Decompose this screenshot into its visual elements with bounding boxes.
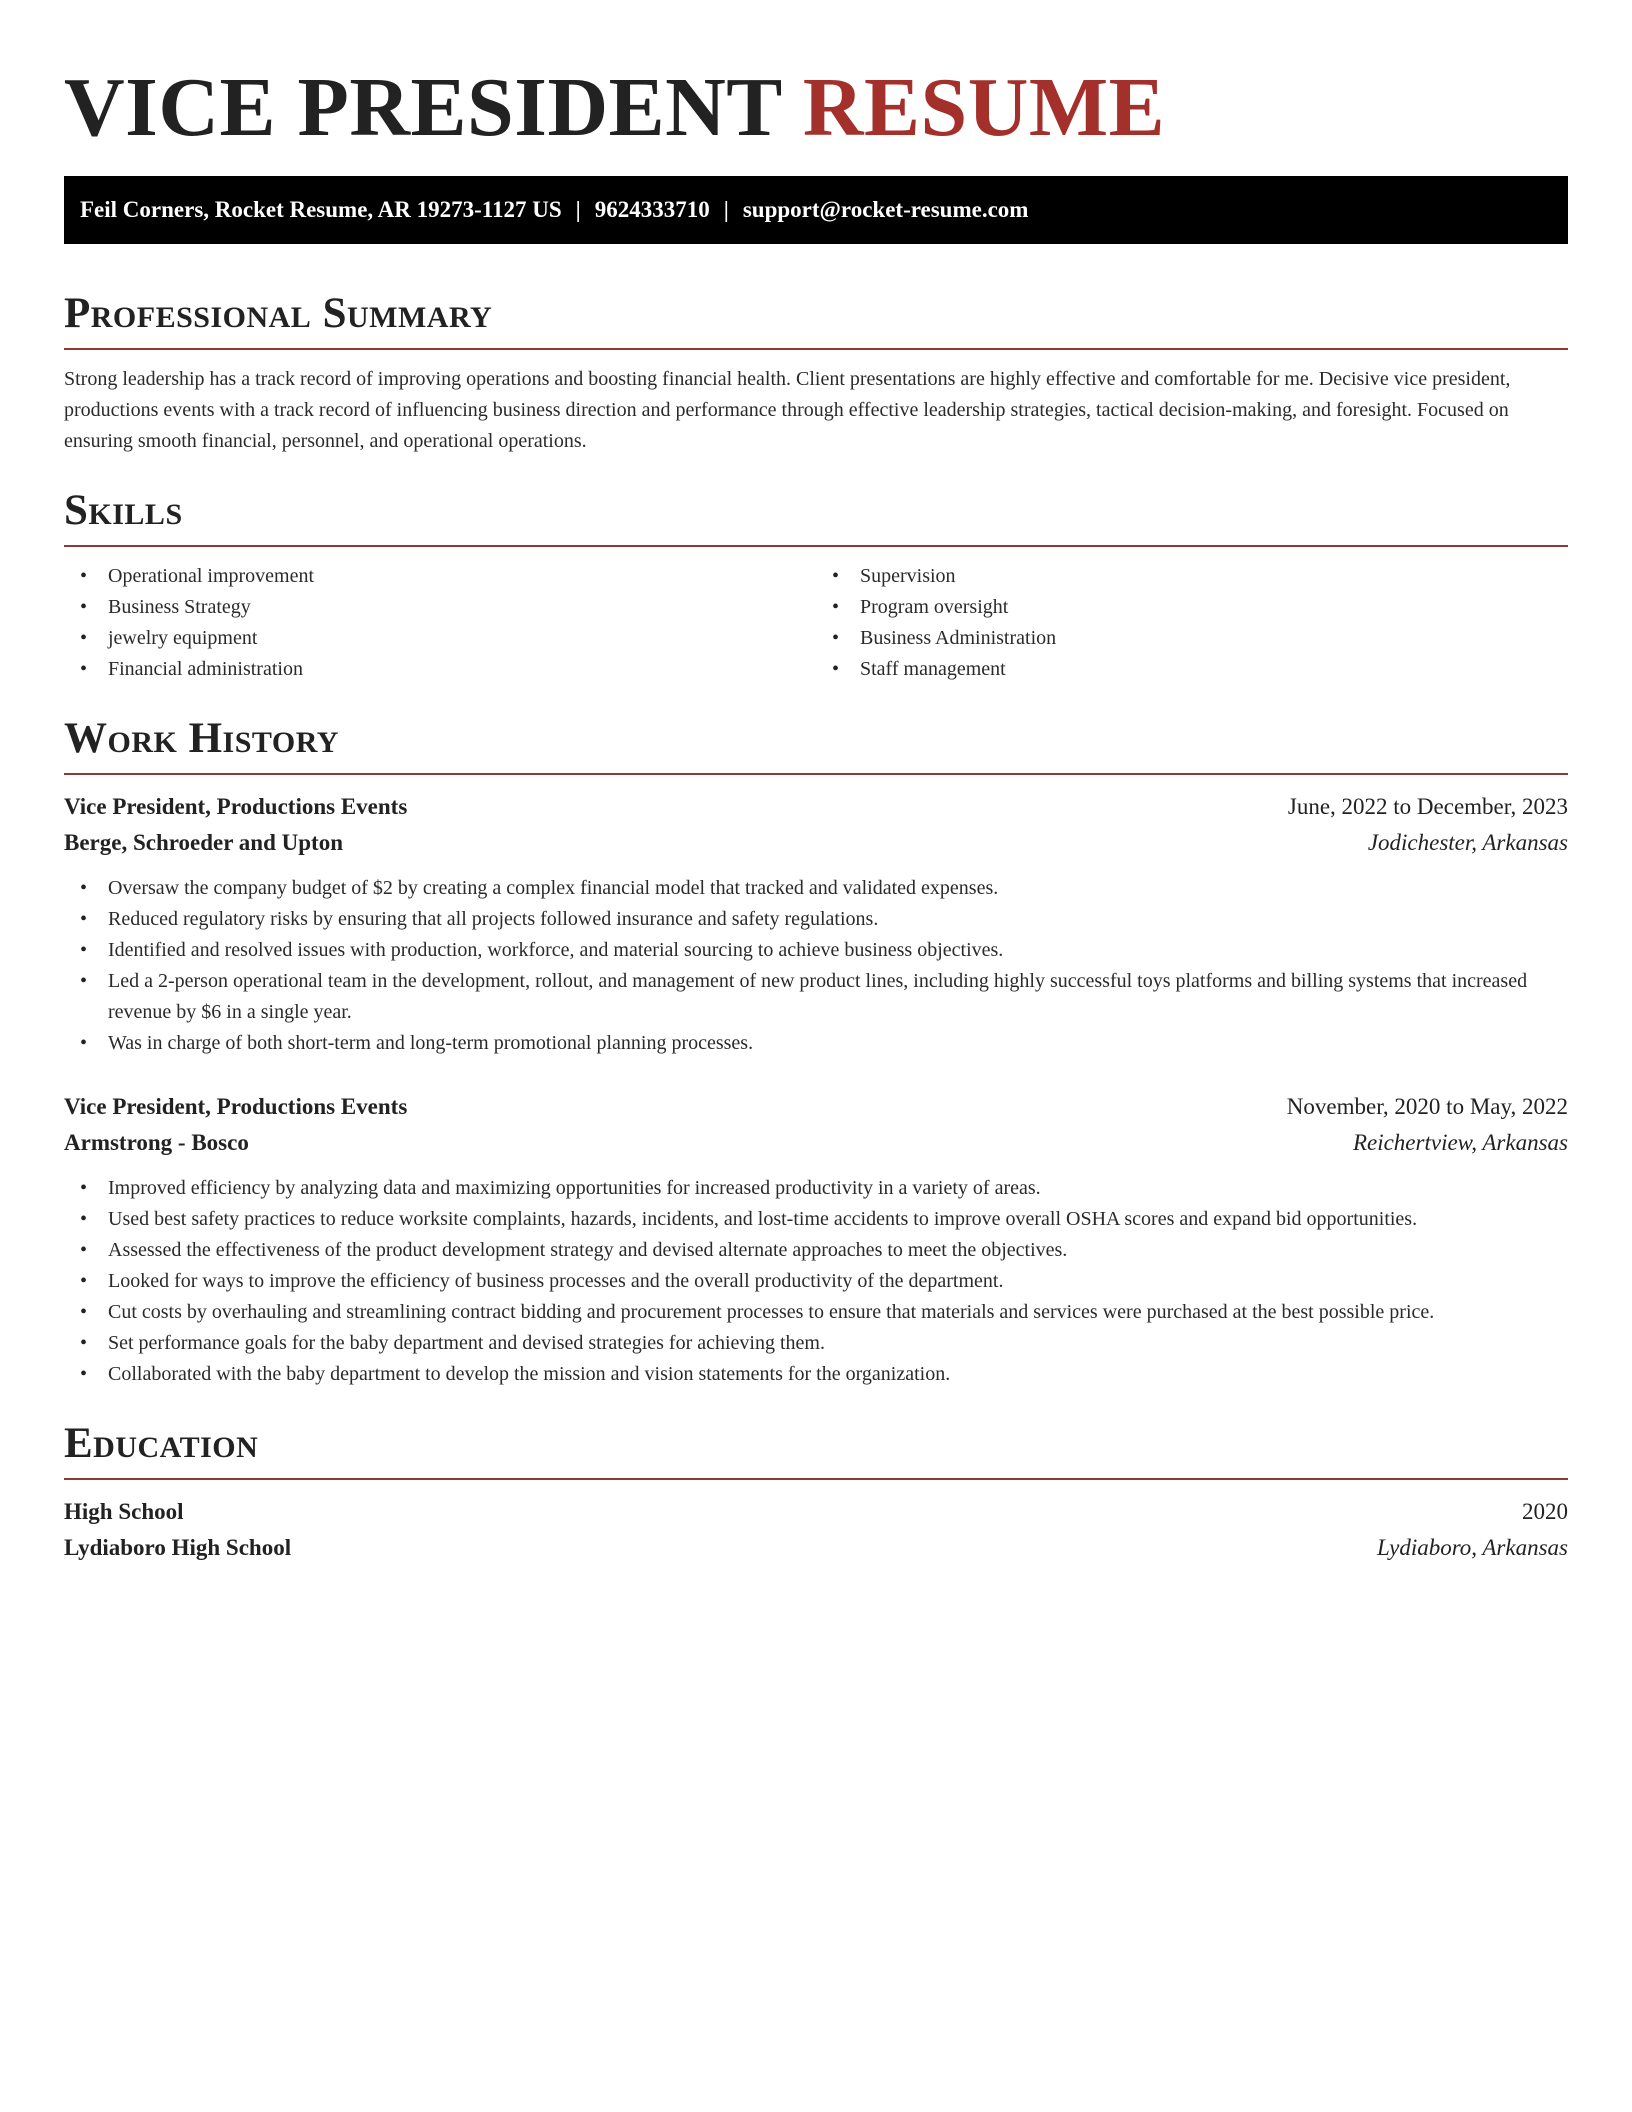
title-main: VICE PRESIDENT: [64, 61, 782, 154]
job-location: Reichertview, Arkansas: [1352, 1130, 1568, 1155]
education-school-row: [64, 1530, 1568, 1566]
job-entry: [64, 789, 1568, 1059]
resume-page: [64, 0, 1568, 1566]
skills-list-left: [64, 561, 816, 685]
skill-item: • Business Administration: [816, 623, 1568, 654]
list-item: • Improved efficiency by analyzing data and maximizing opportunities for increased productivity in a variety of areas.: [64, 1173, 1568, 1204]
section-heading: Skills: [64, 487, 183, 534]
contact-separator: |: [575, 197, 581, 222]
list-item: • Looked for ways to improve the efficiency of business processes and the overall productivity of the department.: [64, 1266, 1568, 1297]
job-title: Vice President, Productions Events: [64, 794, 408, 819]
education-row: [64, 1494, 1568, 1530]
work-history-section: [64, 713, 1568, 1390]
contact-phone: 9624333710: [594, 197, 710, 222]
skill-item: • Business Strategy: [64, 592, 816, 623]
job-header-row: [64, 1089, 1568, 1125]
list-item: • Set performance goals for the baby department and devised strategies for achieving them.: [64, 1328, 1568, 1359]
section-heading: Education: [64, 1420, 259, 1467]
summary-section: [64, 288, 1568, 457]
contact-email: support@rocket-resume.com: [742, 197, 1029, 222]
section-divider: [64, 348, 1568, 350]
education-entry: [64, 1494, 1568, 1566]
job-duties: [64, 873, 1568, 1059]
job-employer: Armstrong - Bosco: [64, 1130, 249, 1155]
page-title: [64, 0, 1568, 160]
skills-columns: [64, 561, 1568, 685]
list-item: • Identified and resolved issues with production, workforce, and material sourcing to achieve business objectives.: [64, 935, 1568, 966]
job-header-row: [64, 789, 1568, 825]
skill-item: • Operational improvement: [64, 561, 816, 592]
job-dates: June, 2022 to December, 2023: [1287, 794, 1568, 819]
contact-bar: [64, 176, 1568, 244]
section-heading: Work History: [64, 715, 339, 762]
title-accent: RESUME: [802, 61, 1166, 154]
list-item: • Oversaw the company budget of $2 by creating a complex financial model that tracked and validated expenses.: [64, 873, 1568, 904]
education-school: Lydiaboro High School: [64, 1535, 292, 1560]
education-section: [64, 1418, 1568, 1566]
education-location: Lydiaboro, Arkansas: [1377, 1535, 1568, 1560]
job-employer-row: [64, 825, 1568, 861]
list-item: • Used best safety practices to reduce worksite complaints, hazards, incidents, and lost-time accidents to improve overall OSHA scores and expand bid opportunities.: [64, 1204, 1568, 1235]
skill-item: • Financial administration: [64, 654, 816, 685]
job-dates: November, 2020 to May, 2022: [1286, 1094, 1568, 1119]
skill-item: • Staff management: [816, 654, 1568, 685]
section-divider: [64, 545, 1568, 547]
skills-list-right: [816, 561, 1568, 685]
job-employer: Berge, Schroeder and Upton: [64, 830, 343, 855]
list-item: • Collaborated with the baby department to develop the mission and vision statements for the organization.: [64, 1359, 1568, 1390]
list-item: • Was in charge of both short-term and long-term promotional planning processes.: [64, 1028, 1568, 1059]
job-employer-row: [64, 1125, 1568, 1161]
section-divider: [64, 1478, 1568, 1480]
skill-item: • Program oversight: [816, 592, 1568, 623]
list-item: • Led a 2-person operational team in the development, rollout, and management of new product lines, including highly successful toys platforms and billing systems that increased revenue by $6 in a single year.: [64, 966, 1568, 1028]
contact-address: Feil Corners, Rocket Resume, AR 19273-1127 US: [80, 197, 562, 222]
job-duties: [64, 1173, 1568, 1390]
section-divider: [64, 773, 1568, 775]
education-year: 2020: [1522, 1499, 1568, 1524]
section-heading: Professional Summary: [64, 290, 493, 337]
contact-separator: |: [723, 197, 729, 222]
list-item: • Reduced regulatory risks by ensuring that all projects followed insurance and safety regulations.: [64, 904, 1568, 935]
job-title: Vice President, Productions Events: [64, 1094, 408, 1119]
list-item: • Assessed the effectiveness of the product development strategy and devised alternate approaches to meet the objectives.: [64, 1235, 1568, 1266]
list-item: • Cut costs by overhauling and streamlining contract bidding and procurement processes to ensure that materials and services were purchased at the best possible price.: [64, 1297, 1568, 1328]
summary-text: Strong leadership has a track record of improving operations and boosting financial health. Client presentations are highly effective and comfortable for me. Decisive vice president, productions events with a track record of influencing business direction and performance through effective leadership strategies, tactical decision-making, and foresight. Focused on ensuring smooth financial, personnel, and operational operations.: [64, 368, 1511, 452]
job-location: Jodichester, Arkansas: [1367, 830, 1568, 855]
education-degree: High School: [64, 1499, 184, 1524]
skills-section: [64, 485, 1568, 685]
skill-item: • jewelry equipment: [64, 623, 816, 654]
job-entry: [64, 1089, 1568, 1390]
skill-item: • Supervision: [816, 561, 1568, 592]
